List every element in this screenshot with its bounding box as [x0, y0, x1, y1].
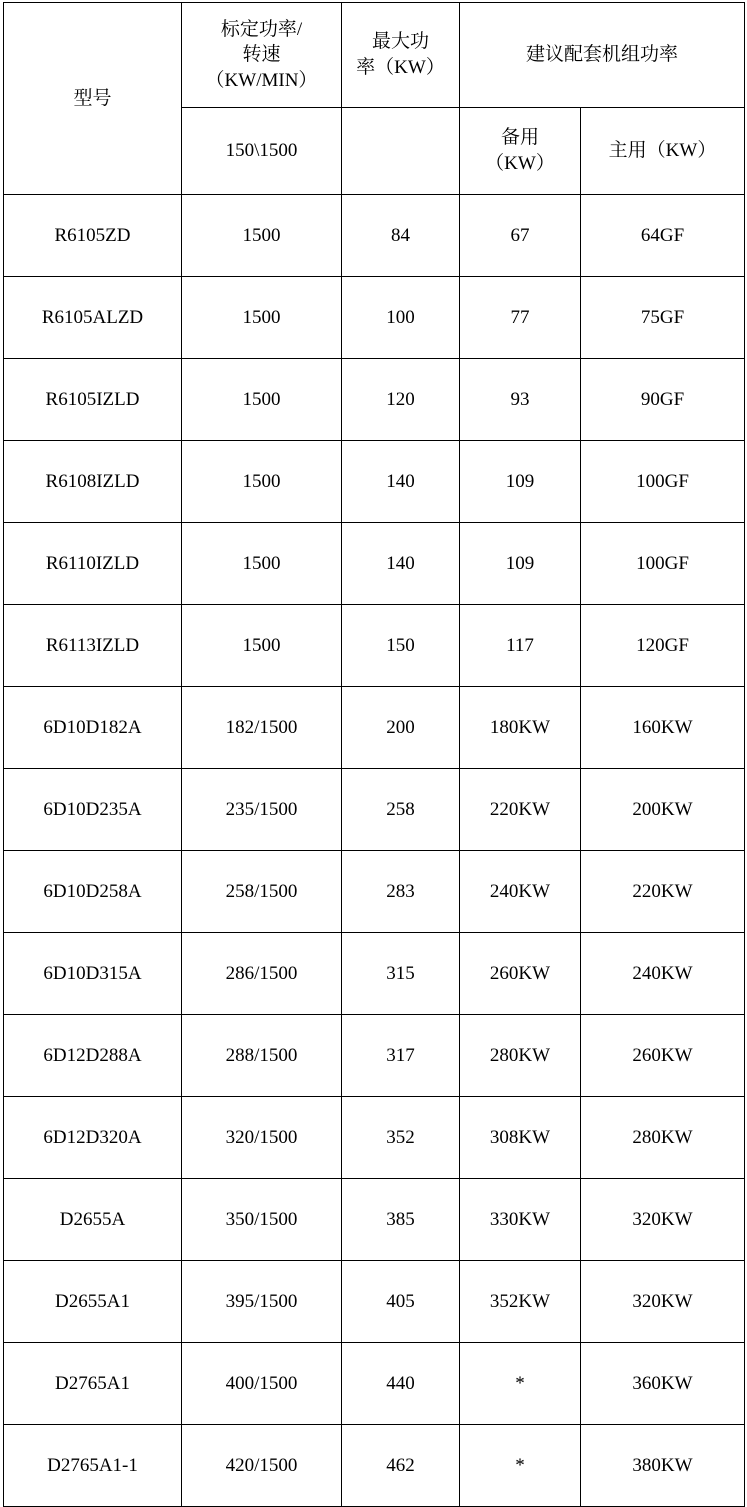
cell-standby: 352KW — [460, 1261, 581, 1343]
table-row — [4, 277, 745, 359]
cell-max: 120 — [342, 359, 460, 441]
cell-prime: 120GF — [581, 605, 745, 687]
cell-standby: 109 — [460, 441, 581, 523]
cell-model: R6105ALZD — [4, 277, 182, 359]
cell-standby: 180KW — [460, 687, 581, 769]
cell-prime: 380KW — [581, 1425, 745, 1507]
cell-rated: 182/1500 — [182, 687, 342, 769]
cell-max: 140 — [342, 523, 460, 605]
cell-rated: 1500 — [182, 605, 342, 687]
cell-model: 6D10D258A — [4, 851, 182, 933]
cell-model: 6D10D182A — [4, 687, 182, 769]
header-max-line-1: 最大功 — [371, 31, 429, 53]
header-cell-rated-power-speed — [182, 3, 342, 108]
header-cell-model: 型号 — [4, 3, 182, 195]
cell-standby: 330KW — [460, 1179, 581, 1261]
cell-model: 6D12D288A — [4, 1015, 182, 1097]
cell-model: R6105IZLD — [4, 359, 182, 441]
cell-standby: 240KW — [460, 851, 581, 933]
cell-standby: 280KW — [460, 1015, 581, 1097]
cell-prime: 200KW — [581, 769, 745, 851]
table-row — [4, 1425, 745, 1507]
cell-standby: 67 — [460, 195, 581, 277]
subheader-standby-line-2: （KW） — [485, 153, 555, 174]
table-row — [4, 359, 745, 441]
cell-standby: 117 — [460, 605, 581, 687]
cell-model: D2765A1-1 — [4, 1425, 182, 1507]
table-row — [4, 523, 745, 605]
table-row — [4, 1343, 745, 1425]
cell-prime: 220KW — [581, 851, 745, 933]
header-rated-line-3: （KW/MIN） — [205, 69, 318, 91]
cell-max: 317 — [342, 1015, 460, 1097]
header-rated-line-2: 转速 — [242, 44, 281, 66]
cell-rated: 286/1500 — [182, 933, 342, 1015]
cell-prime: 360KW — [581, 1343, 745, 1425]
cell-standby: 260KW — [460, 933, 581, 1015]
cell-max: 283 — [342, 851, 460, 933]
cell-prime: 90GF — [581, 359, 745, 441]
cell-max: 462 — [342, 1425, 460, 1507]
cell-standby: 220KW — [460, 769, 581, 851]
cell-max: 100 — [342, 277, 460, 359]
cell-max: 405 — [342, 1261, 460, 1343]
cell-standby: 77 — [460, 277, 581, 359]
cell-model: R6110IZLD — [4, 523, 182, 605]
table-row — [4, 441, 745, 523]
table-row — [4, 1097, 745, 1179]
cell-prime: 64GF — [581, 195, 745, 277]
table-row — [4, 195, 745, 277]
cell-prime: 280KW — [581, 1097, 745, 1179]
subheader-cell-max-empty — [342, 108, 460, 195]
cell-prime: 320KW — [581, 1261, 745, 1343]
cell-rated: 1500 — [182, 359, 342, 441]
cell-standby: * — [460, 1425, 581, 1507]
cell-model: 6D10D235A — [4, 769, 182, 851]
cell-standby: 308KW — [460, 1097, 581, 1179]
cell-model: 6D10D315A — [4, 933, 182, 1015]
header-max-line-2: 率（KW） — [356, 57, 445, 78]
cell-rated: 350/1500 — [182, 1179, 342, 1261]
cell-rated: 235/1500 — [182, 769, 342, 851]
table-row — [4, 769, 745, 851]
table-row — [4, 605, 745, 687]
cell-max: 150 — [342, 605, 460, 687]
cell-model: R6108IZLD — [4, 441, 182, 523]
cell-max: 258 — [342, 769, 460, 851]
table-row — [4, 1015, 745, 1097]
cell-rated: 288/1500 — [182, 1015, 342, 1097]
cell-prime: 260KW — [581, 1015, 745, 1097]
cell-rated: 320/1500 — [182, 1097, 342, 1179]
table-body — [4, 3, 745, 1507]
cell-standby: 109 — [460, 523, 581, 605]
header-cell-suggested-genset-power: 建议配套机组功率 — [460, 3, 745, 108]
cell-rated: 1500 — [182, 441, 342, 523]
header-rated-line-1: 标定功率/ — [220, 18, 303, 40]
cell-standby: * — [460, 1343, 581, 1425]
cell-rated: 258/1500 — [182, 851, 342, 933]
cell-max: 385 — [342, 1179, 460, 1261]
table-row — [4, 1261, 745, 1343]
cell-prime: 100GF — [581, 523, 745, 605]
cell-max: 440 — [342, 1343, 460, 1425]
subheader-standby-line-1: 备用 — [500, 127, 539, 149]
cell-rated: 420/1500 — [182, 1425, 342, 1507]
subheader-cell-rated-value: 150\1500 — [182, 108, 342, 195]
cell-model: R6113IZLD — [4, 605, 182, 687]
cell-model: D2655A — [4, 1179, 182, 1261]
cell-max: 352 — [342, 1097, 460, 1179]
cell-prime: 75GF — [581, 277, 745, 359]
table-row — [4, 1179, 745, 1261]
cell-standby: 93 — [460, 359, 581, 441]
table-row — [4, 851, 745, 933]
header-cell-max-power — [342, 3, 460, 108]
cell-rated: 1500 — [182, 195, 342, 277]
cell-model: R6105ZD — [4, 195, 182, 277]
cell-rated: 1500 — [182, 523, 342, 605]
cell-max: 140 — [342, 441, 460, 523]
cell-max: 200 — [342, 687, 460, 769]
cell-rated: 400/1500 — [182, 1343, 342, 1425]
engine-spec-table — [3, 2, 745, 1507]
cell-prime: 320KW — [581, 1179, 745, 1261]
subheader-cell-standby — [460, 108, 581, 195]
cell-model: D2655A1 — [4, 1261, 182, 1343]
cell-prime: 100GF — [581, 441, 745, 523]
cell-model: 6D12D320A — [4, 1097, 182, 1179]
table-row — [4, 687, 745, 769]
cell-max: 84 — [342, 195, 460, 277]
cell-prime: 160KW — [581, 687, 745, 769]
table-header-row-1 — [4, 3, 745, 108]
cell-rated: 395/1500 — [182, 1261, 342, 1343]
subheader-cell-prime: 主用（KW） — [581, 108, 745, 195]
document-page — [0, 2, 747, 1476]
cell-max: 315 — [342, 933, 460, 1015]
cell-rated: 1500 — [182, 277, 342, 359]
cell-model: D2765A1 — [4, 1343, 182, 1425]
cell-prime: 240KW — [581, 933, 745, 1015]
table-row — [4, 933, 745, 1015]
